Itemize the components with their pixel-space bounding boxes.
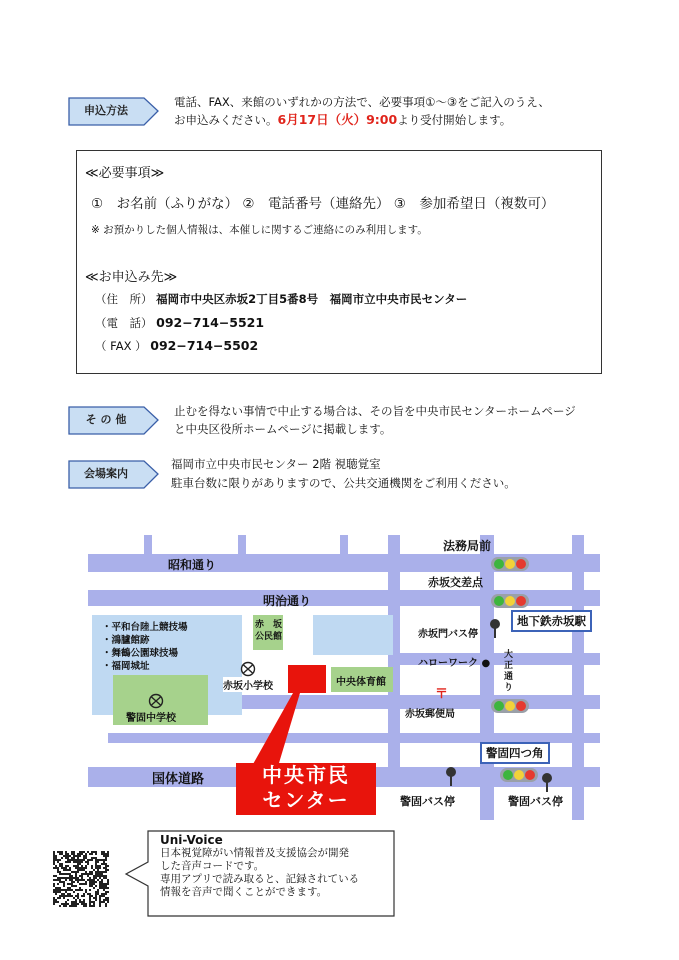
apply-start-date: 6月17日（火）9:00 xyxy=(277,112,398,127)
tel-value: 092−714−5521 xyxy=(156,315,265,330)
center-callout xyxy=(236,763,376,815)
bus-stop-icon xyxy=(490,619,500,629)
label-hellowork: ハローワーク ● xyxy=(418,658,491,669)
label-keigo-bus-1: 警固バス停 xyxy=(400,795,455,808)
univoice-line-3: 専用アプリで読み取ると、記録されている xyxy=(160,873,360,885)
univoice-text xyxy=(160,834,359,899)
required-info-box xyxy=(76,150,602,374)
kominkan-block xyxy=(313,615,393,655)
privacy-note: ※ お預かりした個人情報は、本催しに関するご連絡にのみ利用します。 xyxy=(91,224,428,236)
qr-code-icon xyxy=(53,851,109,907)
school-icon xyxy=(240,661,256,677)
label-elementary: 赤坂小学校 xyxy=(223,677,273,692)
road-stub-1 xyxy=(144,535,152,555)
fax-value: 092−714−5502 xyxy=(150,338,259,353)
other-label: そ の 他 xyxy=(85,413,127,426)
traffic-signal-icon xyxy=(491,594,529,608)
tel-row xyxy=(95,315,264,331)
landmark-list xyxy=(102,621,188,673)
school-icon xyxy=(148,693,164,709)
label-keigo-yotsukado: 警固四つ角 xyxy=(480,742,550,764)
apply-line-1: 電話、FAX、来館のいずれかの方法で、必要事項①～③をご記入のうえ、 xyxy=(174,95,550,109)
traffic-signal-icon xyxy=(491,557,529,571)
other-line-2: と中央区役所ホームページに掲載します。 xyxy=(174,422,392,436)
label-subway-station: 地下鉄赤坂駅 xyxy=(511,610,592,632)
center-callout-line-1: 中央市民 xyxy=(262,763,350,787)
label-kominkan: 赤 坂 公民館 xyxy=(255,620,283,642)
univoice-line-2: した音声コードです。 xyxy=(160,860,265,872)
traffic-signal-icon xyxy=(500,768,538,782)
label-post-office: 赤坂郵便局 xyxy=(405,709,455,720)
label-houmukyoku: 法務局前 xyxy=(443,539,492,553)
venue-line-1: 福岡市立中央市民センター 2階 視聴覚室 xyxy=(171,457,381,471)
apply-method-label: 申込方法 xyxy=(84,104,128,117)
landmark-item: ・鴻臚館跡 xyxy=(102,635,150,646)
bus-stop-icon xyxy=(542,773,552,783)
required-items: ① お名前（ふりがな） ② 電話番号（連絡先） ③ 参加希望日（複数可） xyxy=(91,196,555,212)
center-building xyxy=(288,665,326,693)
contact-heading: ≪お申込み先≫ xyxy=(85,270,178,285)
fax-label: （ FAX ） xyxy=(95,339,147,353)
required-heading: ≪必要事項≫ xyxy=(85,166,165,181)
label-taisho: 大正通り xyxy=(504,650,514,693)
venue-line-2: 駐車台数に限りがありますので、公共交通機関をご利用ください。 xyxy=(171,476,516,490)
label-meiji: 明治通り xyxy=(263,594,312,608)
label-middle-school: 警固中学校 xyxy=(126,713,176,724)
apply-line-2-pre: お申込みください。 xyxy=(174,113,278,127)
univoice-line-4: 情報を音声で聞くことができます。 xyxy=(160,886,328,898)
post-office-icon: 〒 xyxy=(435,687,449,702)
venue-label: 会場案内 xyxy=(84,467,128,480)
center-callout-line-2: センター xyxy=(262,788,350,812)
apply-method-tag xyxy=(68,97,158,125)
tel-label: （電 話） xyxy=(95,316,153,330)
address-value: 福岡市中央区赤坂2丁目5番8号 福岡市立中央市民センター xyxy=(156,292,468,306)
label-keigo-bus-2: 警固バス停 xyxy=(508,795,563,808)
callout-pointer xyxy=(238,693,308,773)
label-akasaka-crossing: 赤坂交差点 xyxy=(428,576,483,589)
label-akasakamon-bus: 赤坂門バス停 xyxy=(418,629,478,640)
label-gym: 中央体育館 xyxy=(336,677,386,688)
address-row xyxy=(95,291,467,307)
univoice-title: Uni-Voice xyxy=(160,833,223,847)
traffic-signal-icon xyxy=(491,699,529,713)
univoice-line-1: 日本視覚障がい情報普及支援協会が開発 xyxy=(160,847,349,859)
apply-line-2 xyxy=(174,111,511,129)
road-stub-2 xyxy=(238,535,246,555)
landmark-item: ・舞鶴公園球技場 xyxy=(102,648,179,659)
road-east xyxy=(572,535,584,820)
fax-row xyxy=(95,338,258,354)
label-showa: 昭和通り xyxy=(168,558,217,572)
access-map xyxy=(88,535,600,820)
landmark-item: ・平和台陸上競技場 xyxy=(102,622,188,633)
bus-stop-icon xyxy=(446,767,456,777)
venue-tag xyxy=(68,460,158,488)
other-line-1: 止むを得ない事情で中止する場合は、その旨を中央市民センターホームページ xyxy=(174,404,576,418)
other-tag xyxy=(68,406,158,434)
apply-line-2-post: より受付開始します。 xyxy=(397,113,512,127)
address-label: （住 所） xyxy=(95,292,153,306)
landmark-item: ・福岡城址 xyxy=(102,661,150,672)
road-stub-3 xyxy=(340,535,348,555)
label-kokutai: 国体道路 xyxy=(152,772,205,787)
